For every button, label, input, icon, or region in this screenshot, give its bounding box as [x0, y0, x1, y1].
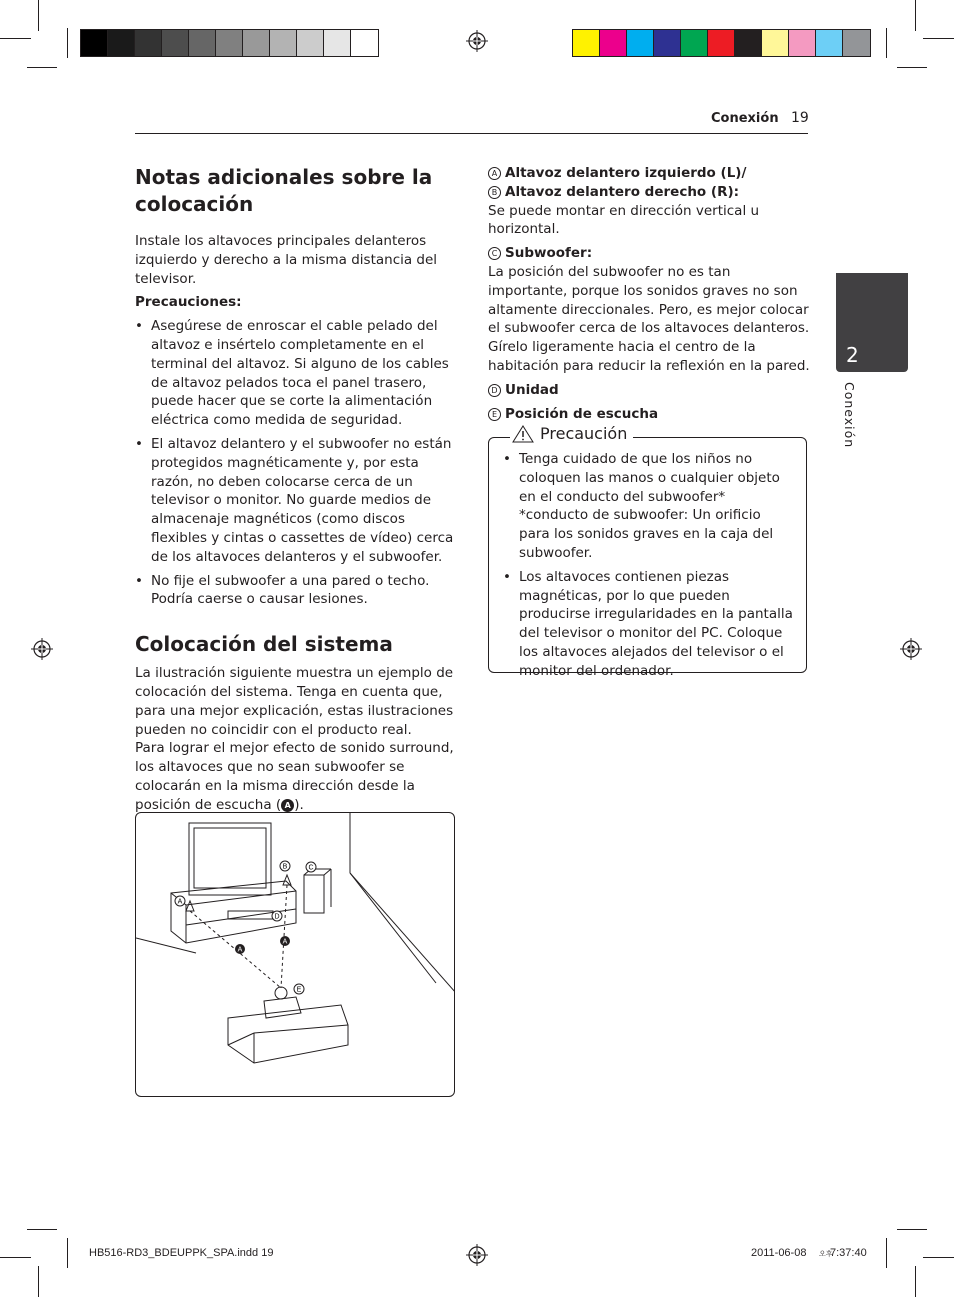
gray-swatch — [162, 30, 189, 56]
crop-mark — [38, 1266, 39, 1297]
legend-label: Posición de escucha — [505, 405, 659, 422]
crop-mark — [0, 38, 31, 39]
page-number: 19 — [791, 110, 809, 126]
gray-swatch — [216, 30, 243, 56]
color-swatch — [735, 30, 762, 56]
footer-time: 7:37:40 — [830, 1247, 867, 1259]
precautions-list — [135, 317, 457, 609]
legend-label: Altavoz delantero izquierdo (L)/ — [505, 165, 747, 181]
caution-list — [503, 450, 793, 686]
figure-angle-a: A — [282, 938, 288, 946]
chapter-number: 2 — [846, 343, 859, 367]
precautions-label: Precauciones: — [135, 294, 242, 311]
color-swatch — [627, 30, 654, 56]
list-item: • Asegúrese de enroscar el cable pelado del altavoz e insértelo completamente en el terminal del altavoz. Si alguno de los cables de altavoz pelados toca el panel trasero, puede hacer que se corte la alimentación eléctrica como medida de seguridad. — [135, 317, 457, 430]
header-rule — [135, 133, 808, 134]
color-swatch — [843, 30, 870, 56]
legend-item-b — [488, 183, 810, 202]
color-swatch — [573, 30, 600, 56]
crop-mark — [886, 1238, 887, 1268]
list-item: • El altavoz delantero y el subwoofer no están protegidos magnéticamente y, por esta razón, no deben colocarse cerca de un televisor o monitor. No guarde medios de almacenaje magnéticos (como discos flexibles y cintas o cassettes de vídeo) cerca de los altavoces delanteros y el subwoofer. — [135, 435, 457, 567]
system-paragraph-2 — [135, 739, 457, 814]
crop-mark — [38, 0, 39, 31]
system-text-end: ). — [294, 796, 304, 813]
crop-mark — [27, 1229, 57, 1230]
legend-item-e — [488, 405, 810, 424]
marker-a-icon: A — [281, 799, 294, 812]
crop-mark — [886, 28, 887, 58]
figure-label-d: D — [274, 913, 280, 921]
legend-item-a — [488, 164, 810, 183]
room-diagram — [136, 813, 455, 1097]
color-swatch — [681, 30, 708, 56]
list-item — [503, 450, 793, 563]
crop-mark — [923, 38, 954, 39]
registration-mark-icon — [466, 30, 488, 52]
letter-d-icon: D — [488, 384, 501, 397]
figure-label-c: C — [308, 864, 314, 872]
color-swatch — [789, 30, 816, 56]
placement-illustration — [135, 812, 455, 1097]
letter-c-icon: C — [488, 247, 501, 260]
crop-mark — [915, 0, 916, 31]
legend-desc-c: La posición del subwoofer no es tan importante, porque los sonidos graves no son altamente direccionales. Pero, es mejor colocar el subwoofer cerca de los altavoces delanteros. Gírelo ligeramente hacia el centro de la habitación para reducir la reflexión en la pared. — [488, 263, 810, 374]
legend-desc-ab: Se puede montar en dirección vertical u horizontal. — [488, 202, 760, 238]
color-swatch — [816, 30, 843, 56]
letter-e-icon: E — [488, 408, 501, 421]
running-header-section: Conexión — [711, 111, 779, 126]
gray-swatch — [81, 30, 108, 56]
footer-date: 2011-06-08 — [751, 1247, 807, 1259]
crop-mark — [0, 1257, 31, 1258]
legend-item-d — [488, 381, 810, 400]
color-calibration-bar — [572, 29, 871, 57]
caution-triangle-icon — [512, 425, 534, 443]
gray-swatch — [189, 30, 216, 56]
crop-mark — [27, 67, 57, 68]
list-item: • Los altavoces contienen piezas magnéticas, por lo que pueden producirse irregularidades en la pantalla del televisor o monitor del PC. Coloque los altavoces alejados del televisor o el monitor del ordenador. — [503, 568, 793, 681]
legend-item-c — [488, 244, 810, 263]
gray-swatch — [108, 30, 135, 56]
right-column — [488, 164, 810, 423]
registration-mark-icon — [900, 638, 922, 660]
caution-heading — [510, 424, 633, 443]
crop-mark — [923, 1257, 954, 1258]
crop-mark — [897, 67, 927, 68]
system-text: Para lograr el mejor efecto de sonido surround, los altavoces que no sean subwoofer se colocarán en la misma dirección desde la posición de escucha ( — [135, 740, 454, 813]
list-item: • No fije el subwoofer a una pared o techo. Podría caerse o causar lesiones. — [135, 572, 457, 610]
crop-mark — [67, 28, 68, 58]
registration-mark-icon — [466, 1244, 488, 1266]
system-paragraph: La ilustración siguiente muestra un ejemplo de colocación del sistema. Tenga en cuenta que, para una mejor explicación, estas ilustraciones pueden no coincidir con el producto real. — [135, 665, 454, 738]
color-swatch — [708, 30, 735, 56]
figure-angle-a: A — [237, 946, 243, 954]
legend-label: Altavoz delantero derecho (R): — [505, 183, 740, 200]
figure-label-a: A — [177, 898, 183, 906]
crop-mark — [915, 1266, 916, 1297]
gray-swatch — [270, 30, 297, 56]
legend-label: Subwoofer: — [505, 245, 593, 262]
gray-swatch — [135, 30, 162, 56]
gray-calibration-bar — [80, 29, 379, 57]
caution-text: Tenga cuidado de que los niños no coloquen las manos o cualquier objeto en el conducto del subwoofer* — [519, 451, 780, 505]
letter-b-icon: B — [488, 186, 501, 199]
color-swatch — [600, 30, 627, 56]
caution-note: *conducto de subwoofer: Un orificio para los sonidos graves en la caja del subwoofer. — [519, 507, 774, 561]
crop-mark — [897, 1229, 927, 1230]
figure-label-e: E — [296, 986, 302, 994]
color-swatch — [654, 30, 681, 56]
chapter-label: Conexión — [842, 382, 857, 449]
section-title-notes: Notas adicionales sobre la colocación — [135, 165, 433, 216]
intro-paragraph: Instale los altavoces principales delanteros izquierdo y derecho a la misma distancia del televisor. — [135, 233, 438, 287]
registration-mark-icon — [31, 638, 53, 660]
crop-mark — [67, 1238, 68, 1268]
caution-title: Precaución — [540, 424, 628, 443]
gray-swatch — [324, 30, 351, 56]
gray-swatch — [351, 30, 378, 56]
legend-label: Unidad — [505, 381, 559, 398]
letter-a-icon: A — [488, 167, 501, 180]
color-swatch — [762, 30, 789, 56]
left-column — [135, 164, 457, 815]
gray-swatch — [243, 30, 270, 56]
footer-file: HB516-RD3_BDEUPPK_SPA.indd 19 — [89, 1247, 274, 1259]
figure-label-b: B — [282, 863, 288, 871]
footer-time-glyph: 오후 — [819, 1251, 833, 1258]
section-title-system: Colocación del sistema — [135, 632, 393, 657]
gray-swatch — [297, 30, 324, 56]
